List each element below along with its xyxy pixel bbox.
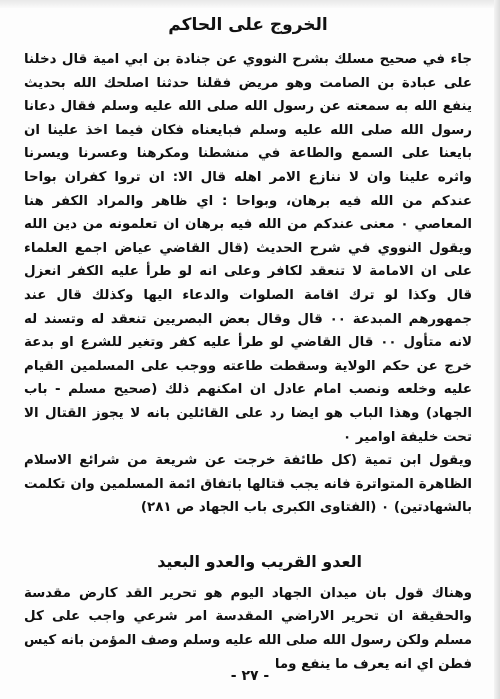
section-title: الخروج على الحاكم: [168, 15, 328, 35]
scan-edge-top: [0, 0, 500, 8]
section-title: العدو القريب والعدو البعيد: [157, 551, 362, 571]
scan-edge-right: [494, 0, 500, 699]
paragraph: جاء في صحيح مسلك بشرح النووي عن جنادة بن ابي امية قال دخلنا على عبادة بن الصامت وهو مريض فقلنا حدثنا اصلحك الله بحديث ينفع الله به سمعته عن رسول الله صلى الله عليه وسلم فقال دعانا رسول الله صلى الله عليه وسلم فبايعناه فكان فيما اخذ علينا ان بايعنا على السمع والطاعة في منشطنا ومكرهنا وعسرنا ويسرنا واثره علينا وان لا ننازع الامر اهله قال الا: ان تروا كفران بواحا عندكم من الله فيه برهان، وبواحا : اي ظاهر والمراد الكفر هنا المعاصي ٠ معنى عندكم من الله فيه برهان ان تعلمونه من دين الله ويقول النووي في شرح الحديث (قال القاضي عياض اجمع العلماء على ان الامامة لا تنعقد لكافر وعلى انه لو طرأ عليه الكفر انعزل قال وكذا لو ترك اقامة الصلوات والدعاء اليها وكذلك قال عند جمهورهم المبدعة ٠٠ قال وقال بعض البصريين تنعقد له وتسند له لانه متأول ٠٠ قال القاضي لو طرأ عليه كفر وتغير للشرع او بدعة خرج عن حكم الولاية وسقطت طاعته ووجب على المسلمين القيام عليه وخلعه ونصب امام عادل ان امكنهم ذلك (صحيح مسلم - باب الجهاد) وهذا الباب هو ايضا رد على القائلين بانه لا يجوز القتال الا تحت خليفة اوامير ٠: [24, 52, 473, 445]
paragraph: وهناك قول بان ميدان الجهاد اليوم هو تحرير القد كارض مقدسة والحقيقة ان تحرير الاراضي المقدسة امر شرعي واجب على كل مسلم ولكن رسول الله صلى الله عليه وسلم وصف المؤمن بانه كيس فطن اي انه يعرف ما ينفع وما: [24, 585, 472, 672]
page-number: - ٢٧ -: [230, 668, 270, 684]
paragraph: ويقول ابن تمية (كل طائفة خرجت عن شريعة من شرائع الاسلام الظاهرة المتواترة فانه يجب قتالها باتفاق ائمة المسلمين وان تكلمت بالشهادتين) ٠ (الفتاوى الكبرى باب الجهاد ص ٢٨١): [24, 453, 472, 516]
page-content: [24, 12, 472, 676]
